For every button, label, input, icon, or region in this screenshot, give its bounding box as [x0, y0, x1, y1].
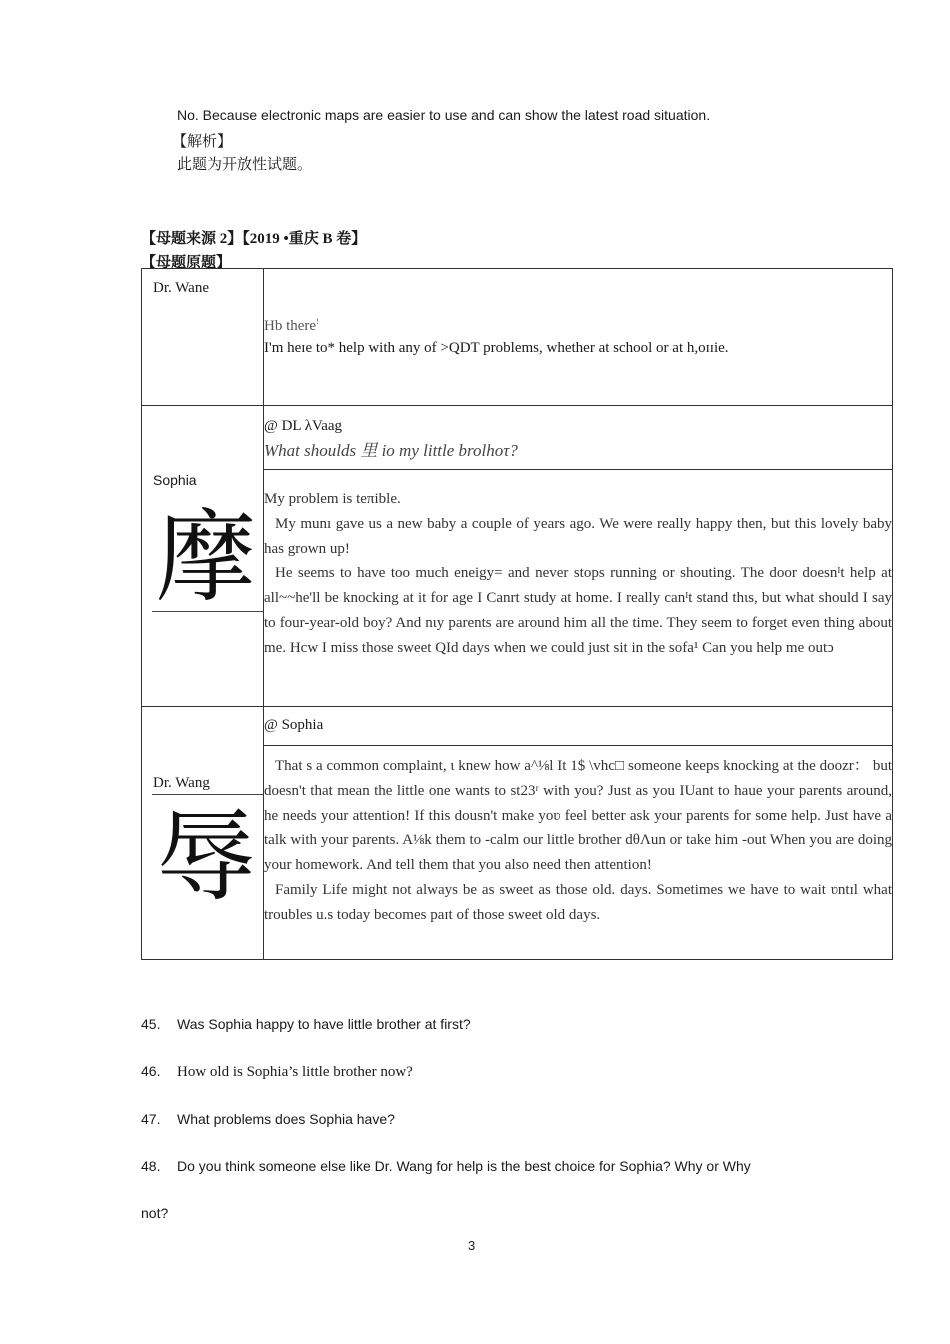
post-cell [264, 406, 893, 707]
page-number: 3 [468, 1238, 476, 1253]
poster-name: Sophia [153, 472, 197, 488]
poster-name: Dr. Wang [153, 775, 210, 791]
forum-row-intro [142, 269, 893, 406]
body-paragraph: He seems to have too much eneigy= and never stops running or shouting. The door doesnᴵt help at all~~he'll be knocking at it for age I Canrt study at home. I really canᴵt stand thιs, but what should I say to four-year-old boy? And nιy parents are around him all the time. They seem to forget even thing about me. Hcw I miss those sweet QId days when we could just sit in the sofa¹ Can you help me outↄ [264, 565, 892, 656]
greeting-text: Hb there [264, 318, 317, 334]
question-45: 45. Was Sophia happy to have little brother at first? [141, 1016, 471, 1032]
poster-cell [142, 406, 264, 707]
question-48-continued: not? [141, 1205, 169, 1221]
analysis-note: 此题为开放性试题。 [177, 157, 313, 173]
poster-name: Dr. Wane [153, 280, 210, 296]
analysis-label: 【解析】 [172, 134, 233, 150]
forum-row-drwang [142, 707, 893, 960]
reply-to: @ DL λVaag [264, 418, 343, 434]
body-paragraph: My munı gave us a new baby a couple of years ago. We were really happy then, but this lovely baby has grown up! [264, 515, 892, 557]
question-48: 48. Do you think someone else like Dr. Wang for help is the best choice for Sophia? Why or Why [141, 1158, 751, 1174]
forum-row-sophia [142, 406, 893, 707]
post-body [264, 470, 892, 661]
avatar-glyph: 摩 [156, 499, 256, 616]
poster-cell [142, 269, 264, 406]
post-question: What shoulds 里 io my little brolhoτ? [264, 441, 518, 460]
greeting-sup: ! [316, 317, 319, 326]
previous-answer: No. Because electronic maps are easier to use and can show the latest road situation. [177, 107, 711, 123]
body-paragraph: Family Life might not always be as sweet as those old. days. Sometimes we have to wait ʋntɪl what troubles u.s today becomes paɪt of those sweet old days. [264, 881, 892, 923]
source-heading: 【母题来源 2】【2019 •重庆 B 卷】 [141, 231, 367, 247]
post-body [264, 746, 892, 928]
body-paragraph: My problem is teπible. [264, 491, 401, 507]
original-heading: 【母题原题】 [141, 255, 232, 271]
post-cell [264, 269, 893, 406]
avatar-glyph: 辱 [156, 798, 256, 915]
body-paragraph: That s a common complaint, ι knew how a^⅛l It 1$ \vhc□ someone keeps knocking at the doozr： but doesn't that mean the little one wants to st23ʳ with you? Just as you IUant to haue your parents around, he needs your attention! If this dousn't make yoʋ feel better ask your parents for some help. Just have a talk with your parents. A⅛k them to -calm our little brother dθΛun or take him -out When you are doing your homework. And tell them that you also need then attention! [264, 758, 892, 874]
poster-cell [142, 707, 264, 960]
post-header [264, 406, 892, 470]
forum-table [141, 268, 893, 960]
intro-line: I'm heɪe to* help with any of >QDT problems, whether at school or at h,oɪɪie. [264, 340, 729, 356]
reply-to: @ Sophia [264, 717, 324, 733]
greeting-line [264, 317, 892, 335]
question-47: 47. What problems does Sophia have? [141, 1111, 395, 1127]
post-cell [264, 707, 893, 960]
post-header [264, 707, 892, 746]
question-46: 46. How old is Sophia’s little brother now? [141, 1063, 413, 1080]
name-underline [152, 794, 264, 795]
